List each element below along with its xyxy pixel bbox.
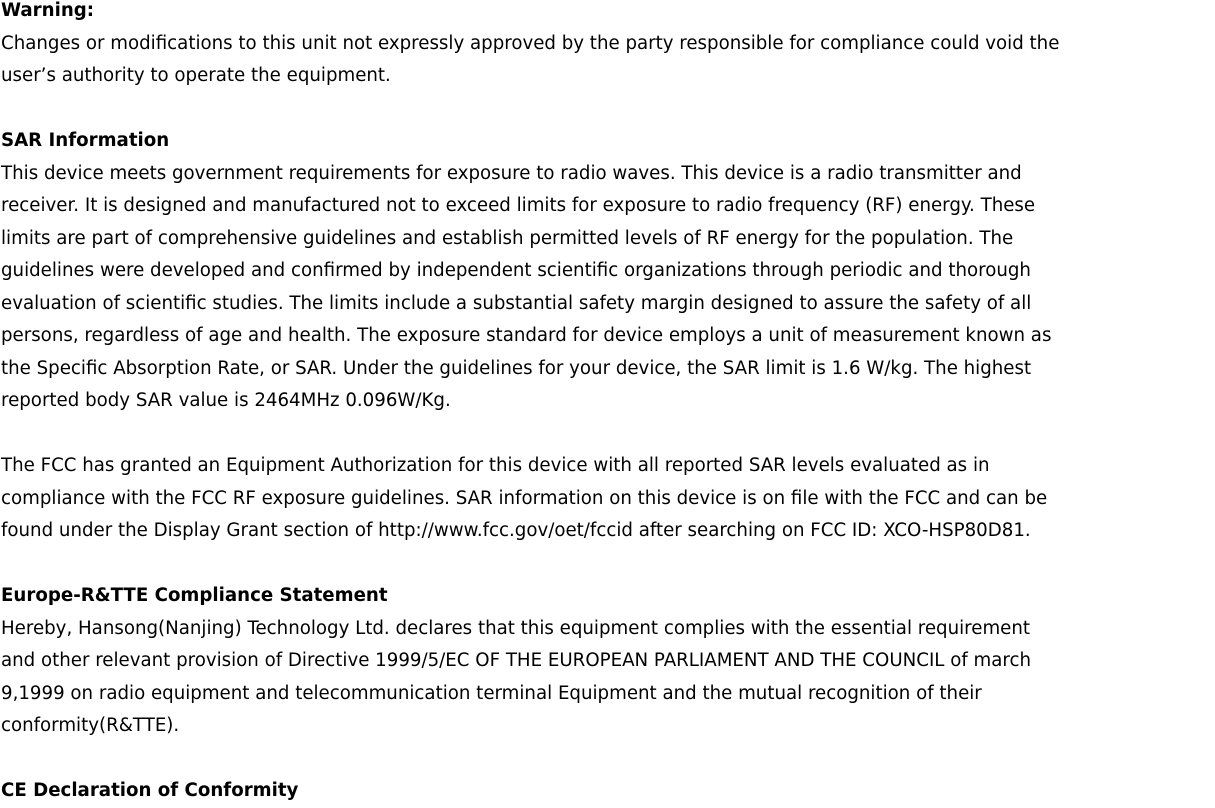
europe-text-line: 9,1999 on radio equipment and telecommunication terminal Equipment and the mutual recognition of their <box>1 682 982 704</box>
sar-text-line: reported body SAR value is 2464MHz 0.096W/Kg. <box>1 390 451 411</box>
europe-section <box>1 580 1215 743</box>
sar-heading: SAR Information <box>1 130 170 151</box>
warning-section <box>1 0 1215 93</box>
europe-heading: Europe-R&TTE Compliance Statement <box>1 585 388 606</box>
ce-section <box>1 775 1215 808</box>
fcc-text-line: The FCC has granted an Equipment Authorization for this device with all reported SAR levels evaluated as in <box>1 455 990 476</box>
fcc-text-line: compliance with the FCC RF exposure guidelines. SAR information on this device is on file with the FCC and can be <box>1 487 1048 509</box>
paragraph-gap <box>1 548 1215 581</box>
sar-section <box>1 125 1215 418</box>
paragraph-gap <box>1 418 1215 451</box>
warning-text-line: Changes or modifications to this unit not expressly approved by the party responsible for compliance could void the <box>1 32 1060 54</box>
europe-text-line: conformity(R&TTE). <box>1 715 180 736</box>
paragraph-gap <box>1 93 1215 126</box>
fcc-text-line: found under the Display Grant section of http://www.fcc.gov/oet/fccid after searching on FCC ID: XCO-HSP80D81. <box>1 520 1031 541</box>
warning-heading: Warning: <box>1 0 95 21</box>
ce-heading: CE Declaration of Conformity <box>1 780 299 801</box>
sar-text-line: persons, regardless of age and health. The exposure standard for device employs a unit of measurement known as <box>1 325 1052 346</box>
sar-text-line: This device meets government requirements for exposure to radio waves. This device is a radio transmitter and <box>1 162 1022 184</box>
paragraph-gap <box>1 743 1215 776</box>
sar-text-line: the Specific Absorption Rate, or SAR. Under the guidelines for your device, the SAR limit is 1.6 W/kg. The highest <box>1 357 1032 379</box>
europe-text-line: and other relevant provision of Directive 1999/5/EC OF THE EUROPEAN PARLIAMENT AND THE COUNCIL of march <box>1 650 1031 671</box>
sar-text-line: guidelines were developed and confirmed by independent scientific organizations through periodic and thorough <box>1 260 1031 281</box>
warning-text-line: user’s authority to operate the equipment. <box>1 65 391 86</box>
europe-text-line: Hereby, Hansong(Nanjing) Technology Ltd. declares that this equipment complies with the essential requirement <box>1 617 1031 639</box>
sar-text-line: limits are part of comprehensive guidelines and establish permitted levels of RF energy for the population. The <box>1 227 1014 249</box>
sar-text-line: evaluation of scientific studies. The limits include a substantial safety margin designed to assure the safety of all <box>1 292 1032 314</box>
document-body <box>1 0 1215 808</box>
sar-text-line: receiver. It is designed and manufactured not to exceed limits for exposure to radio frequency (RF) energy. These <box>1 195 1036 216</box>
fcc-section <box>1 450 1215 548</box>
